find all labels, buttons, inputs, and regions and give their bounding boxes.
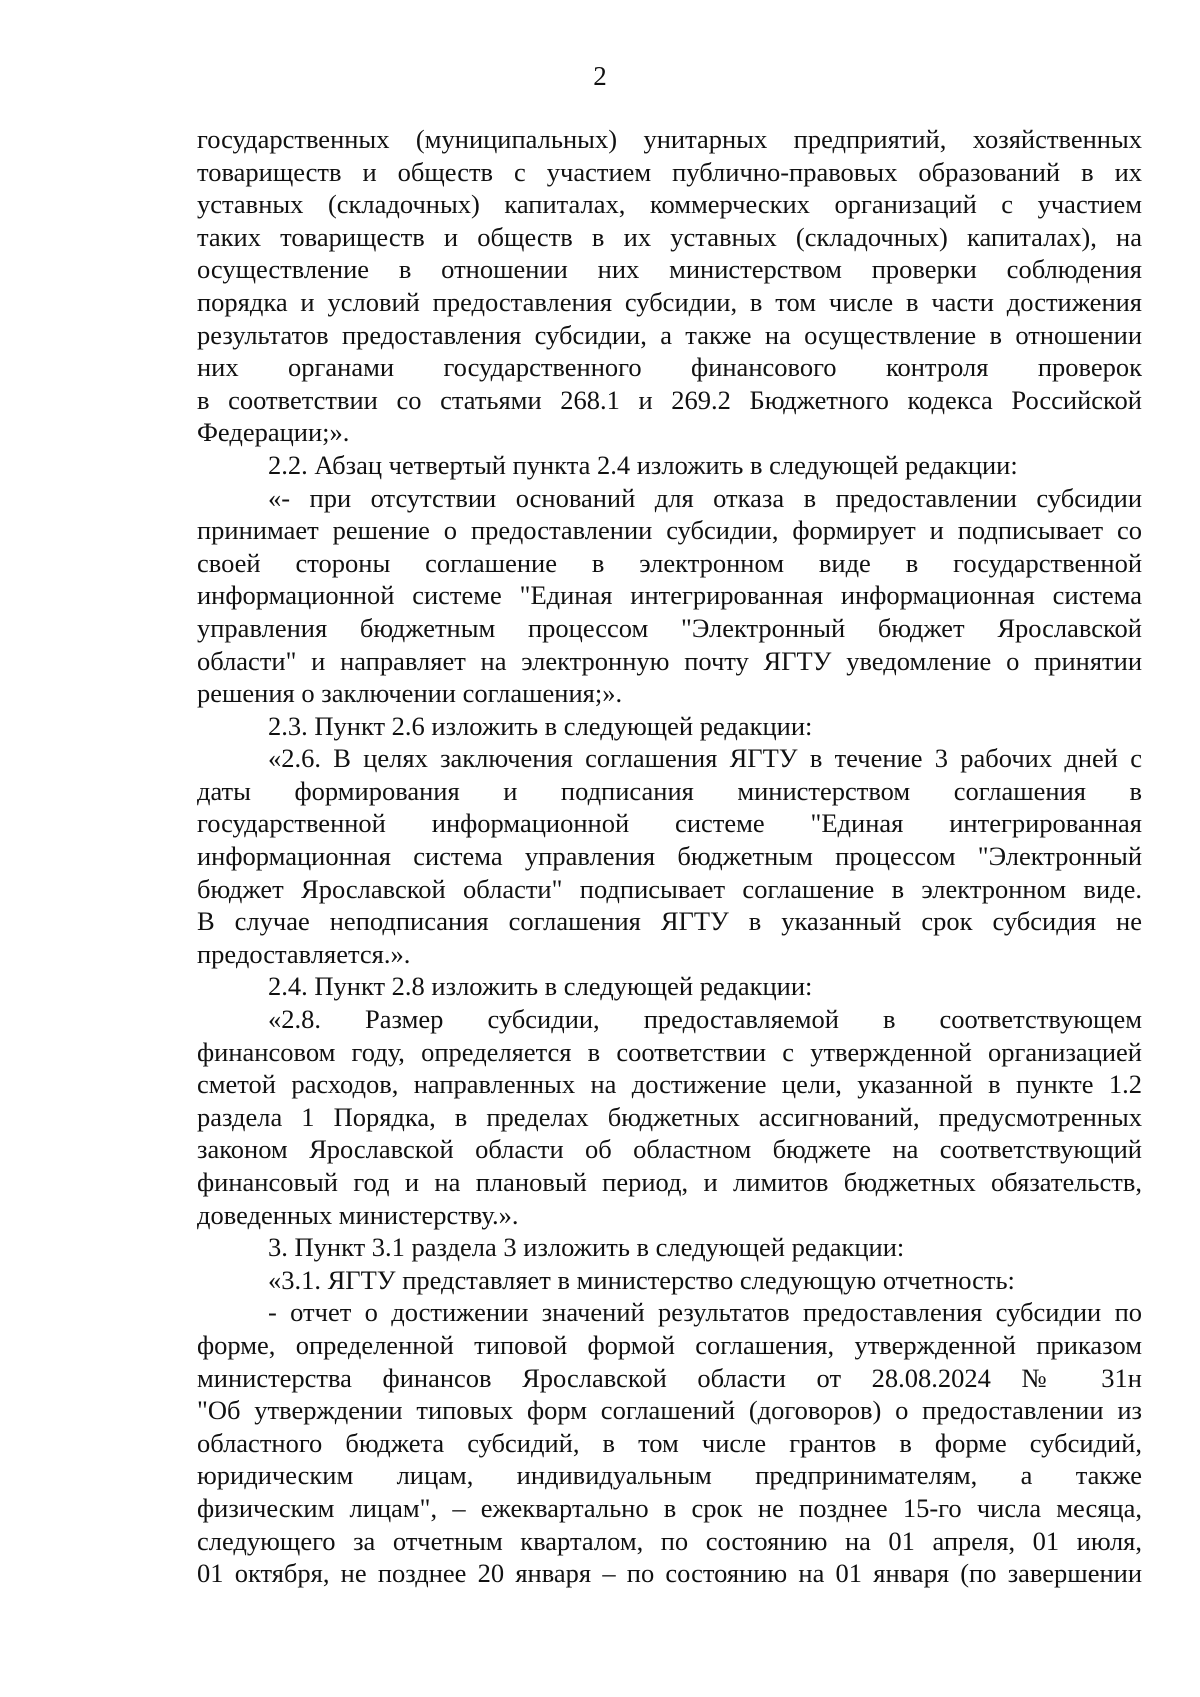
text-line: форме, определенной типовой формой соглашения, утвержденной приказом <box>197 1329 1142 1360</box>
text-line: областного бюджета субсидий, в том числе грантов в форме субсидий, <box>197 1427 1142 1458</box>
text-line: информационная система управления бюджетным процессом "Электронный <box>197 841 1142 872</box>
text-line: сметой расходов, направленных на достижение цели, указанной в пункте 1.2 <box>197 1069 1142 1100</box>
text-line: государственной информационной системе "Единая интегрированная <box>197 808 1142 839</box>
text-line: 2.4. Пункт 2.8 изложить в следующей редакции: <box>268 971 813 1002</box>
text-line: порядка и условий предоставления субсидии, в том числе в части достижения <box>197 286 1142 317</box>
text-line: них органами государственного финансового контроля проверок <box>197 352 1142 383</box>
text-line: раздела 1 Порядка, в пределах бюджетных ассигнований, предусмотренных <box>197 1101 1142 1132</box>
text-line: информационной системе "Единая интегрированная информационная система <box>197 580 1142 611</box>
text-line: 3. Пункт 3.1 раздела 3 изложить в следующей редакции: <box>268 1232 905 1263</box>
text-line: результатов предоставления субсидии, а также на осуществление в отношении <box>197 319 1142 350</box>
page-number: 2 <box>593 61 607 91</box>
text-line: своей стороны соглашение в электронном виде в государственной <box>197 547 1142 578</box>
text-line: - отчет о достижении значений результатов предоставления субсидии по <box>268 1297 1142 1328</box>
text-line: управления бюджетным процессом "Электронный бюджет Ярославской <box>197 612 1142 643</box>
text-line: следующего за отчетным кварталом, по состоянию на 01 апреля, 01 июля, <box>197 1525 1142 1556</box>
text-line: "Об утверждении типовых форм соглашений (договоров) о предоставлении из <box>197 1395 1142 1426</box>
text-line: финансовом году, определяется в соответствии с утвержденной организацией <box>197 1036 1142 1067</box>
text-line: уставных (складочных) капиталах, коммерческих организаций с участием <box>197 189 1142 220</box>
text-line: в соответствии со статьями 268.1 и 269.2 Бюджетного кодекса Российской <box>197 384 1142 415</box>
text-line: даты формирования и подписания министерством соглашения в <box>197 775 1142 806</box>
text-line: «2.8. Размер субсидии, предоставляемой в соответствующем <box>268 1004 1142 1035</box>
text-line: бюджет Ярославской области" подписывает соглашение в электронном виде. <box>197 873 1142 904</box>
text-line: принимает решение о предоставлении субсидии, формирует и подписывает со <box>197 515 1142 546</box>
text-line: предоставляется.». <box>197 938 411 969</box>
text-line: законом Ярославской области об областном бюджете на соответствующий <box>197 1134 1142 1165</box>
text-line: Федерации;». <box>197 417 350 448</box>
text-line: В случае неподписания соглашения ЯГТУ в указанный срок субсидия не <box>197 906 1142 937</box>
text-line: физическим лицам", – ежеквартально в срок не позднее 15-го числа месяца, <box>197 1492 1142 1523</box>
text-line: 2.3. Пункт 2.6 изложить в следующей редакции: <box>268 710 813 741</box>
text-line: «- при отсутствии оснований для отказа в предоставлении субсидии <box>268 482 1142 513</box>
text-line: «3.1. ЯГТУ представляет в министерство следующую отчетность: <box>268 1264 1015 1295</box>
text-line: таких товариществ и обществ в их уставных (складочных) капиталах), на <box>197 221 1142 252</box>
text-line: товариществ и обществ с участием публично-правовых образований в их <box>197 156 1142 187</box>
text-line: области" и направляет на электронную почту ЯГТУ уведомление о принятии <box>197 645 1142 676</box>
text-line: осуществление в отношении них министерством проверки соблюдения <box>197 254 1142 285</box>
text-line: министерства финансов Ярославской области от 28.08.2024 № 31н <box>197 1362 1142 1393</box>
text-line: финансовый год и на плановый период, и лимитов бюджетных обязательств, <box>197 1167 1142 1197</box>
text-line: «2.6. В целях заключения соглашения ЯГТУ в течение 3 рабочих дней с <box>268 743 1142 774</box>
text-line: юридическим лицам, индивидуальным предпринимателям, а также <box>197 1460 1142 1491</box>
text-line: доведенных министерству.». <box>197 1199 519 1230</box>
text-line: решения о заключении соглашения;». <box>197 678 623 709</box>
text-line: 01 октября, не позднее 20 января – по состоянию на 01 января (по завершении <box>197 1558 1142 1589</box>
text-line: государственных (муниципальных) унитарных предприятий, хозяйственных <box>197 124 1142 154</box>
document-body <box>197 123 1142 1590</box>
text-line: 2.2. Абзац четвертый пункта 2.4 изложить в следующей редакции: <box>268 449 1018 480</box>
